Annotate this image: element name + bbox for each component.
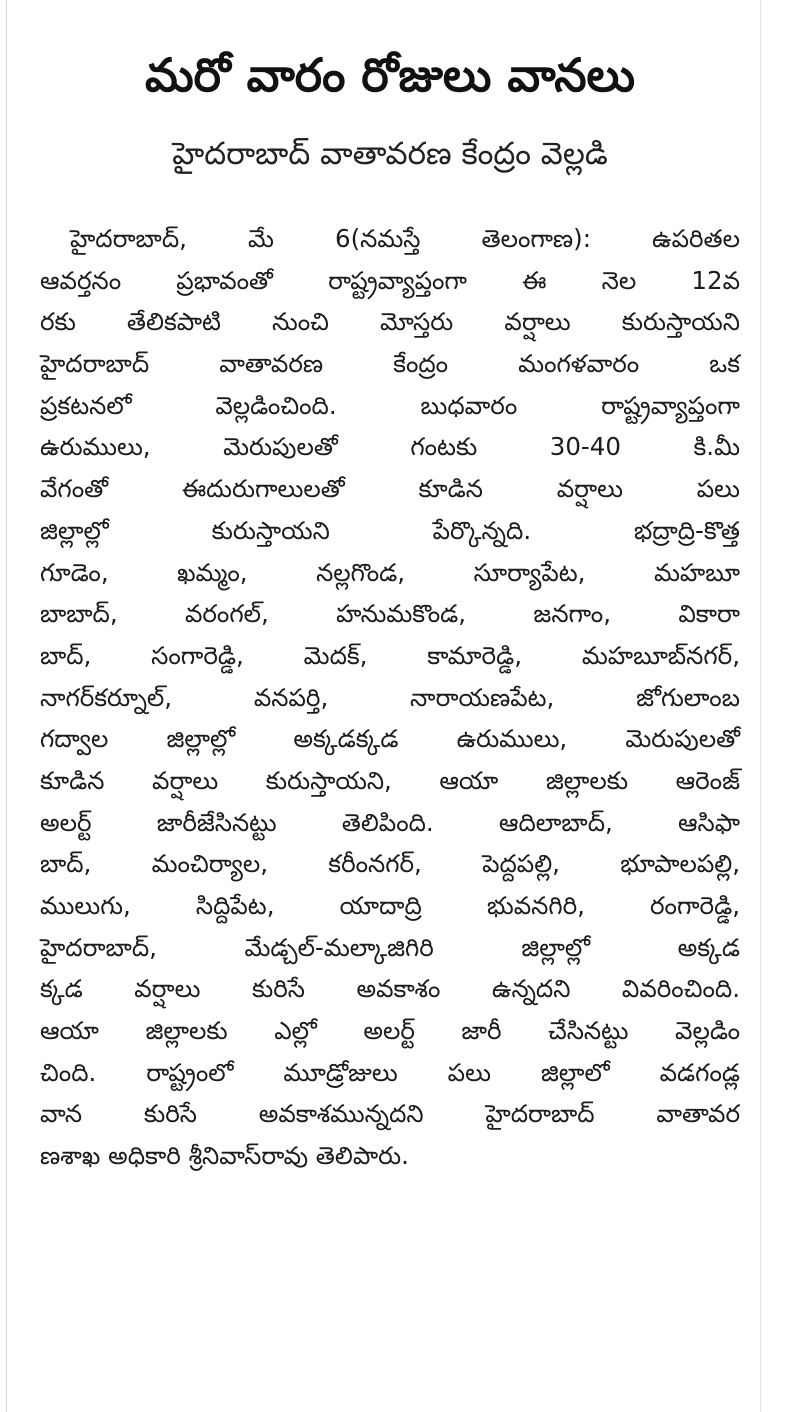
body-line: జిల్లాల్లో కురుస్తాయని పేర్కొన్నది. భద్రాద్రి-కొత్త xyxy=(40,515,740,545)
body-line: గూడెం, ఖమ్మం, నల్లగొండ, సూర్యాపేట, మహబూ xyxy=(40,557,740,587)
subheadline: హైదరాబాద్ వాతావరణ కేంద్రం వెల్లడి xyxy=(172,136,608,172)
article-body xyxy=(40,218,740,1177)
body-line: గద్వాల జిల్లాల్లో అక్కడక్కడ ఉరుములు, మెరుపులతో xyxy=(40,724,740,754)
body-line: బాద్, సంగారెడ్డి, మెదక్, కామారెడ్డి, మహబూబ్‌నగర్, xyxy=(40,640,740,670)
news-clipping xyxy=(40,30,740,1177)
body-line: హైదరాబాద్ వాతావరణ కేంద్రం మంగళవారం ఒక xyxy=(40,349,740,379)
body-line: ఉరుములు, మెరుపులతో గంటకు 30-40 కి.మీ xyxy=(40,432,740,462)
body-line: చింది. రాష్ట్రంలో మూడ్రోజులు పలు జిల్లాలో వడగండ్ల xyxy=(40,1057,740,1087)
body-line: వేగంతో ఈదురుగాలులతో కూడిన వర్షాలు పలు xyxy=(40,474,740,504)
right-column-rule xyxy=(760,0,761,1412)
body-line: ములుగు, సిద్దిపేట, యాదాద్రి భువనగిరి, రంగారెడ్డి, xyxy=(40,891,740,920)
body-line: ఆవర్తనం ప్రభావంతో రాష్ట్రవ్యాప్తంగా ఈ నెల 12వ xyxy=(40,265,740,295)
body-line: క్కడ వర్షాలు కురిసే అవకాశం ఉన్నదని వివరించింది. xyxy=(40,974,740,1004)
body-line: ప్రకటనలో వెల్లడించింది. బుధవారం రాష్ట్రవ్యాప్తంగా xyxy=(40,390,740,420)
body-line: హైదరాబాద్, మేడ్చల్-మల్కాజిగిరి జిల్లాల్లో అక్కడ xyxy=(40,932,740,962)
left-column-rule xyxy=(6,0,7,1412)
body-line: కూడిన వర్షాలు కురుస్తాయని, ఆయా జిల్లాలకు ఆరెంజ్ xyxy=(40,765,740,795)
body-line: బాద్, మంచిర్యాల, కరీంనగర్, పెద్దపల్లి, భూపాలపల్లి, xyxy=(40,849,740,879)
body-line: నాగర్‌కర్నూల్, వనపర్తి, నారాయణపేట, జోగులాంబ xyxy=(40,682,740,712)
body-line: రకు తేలికపాటి నుంచి మోస్తరు వర్షాలు కురుస్తాయని xyxy=(40,307,740,337)
body-line: బాబాద్, వరంగల్, హనుమకొండ, జనగాం, వికారా xyxy=(40,599,740,629)
body-line: అలర్ట్ జారీజేసినట్టు తెలిపింది. ఆదిలాబాద్, ఆసిఫా xyxy=(40,807,740,837)
body-line: ణశాఖ అధికారి శ్రీనివాస్‌రావు తెలిపారు. xyxy=(40,1141,409,1171)
body-line: వాన కురిసే అవకాశమున్నదని హైదరాబాద్ వాతావర xyxy=(40,1099,740,1129)
body-line: హైదరాబాద్, మే 6(నమస్తే తెలంగాణ): ఉపరితల xyxy=(70,224,740,253)
body-line: ఆయా జిల్లాలకు ఎల్లో అలర్ట్ జారీ చేసినట్టు వెల్లడిం xyxy=(40,1016,740,1046)
headline: మరో వారం రోజులు వానలు xyxy=(144,48,636,102)
